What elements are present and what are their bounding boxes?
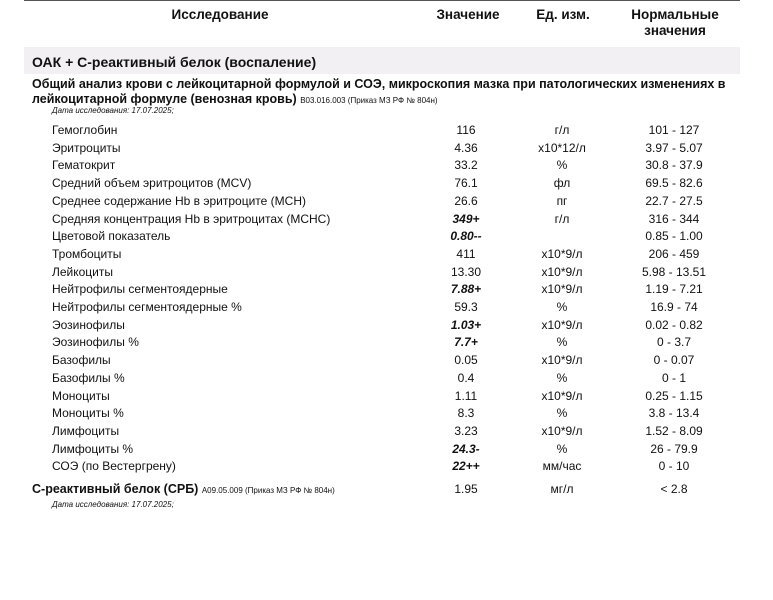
row-name: Цветовой показатель xyxy=(52,229,171,244)
table-row xyxy=(0,423,773,440)
row-name: СОЭ (по Вестергрену) xyxy=(52,459,176,474)
row-value: 7.7+ xyxy=(454,335,478,350)
table-row xyxy=(0,246,773,263)
test-date: Дата исследования: 17.07.2025; xyxy=(52,106,174,115)
row-value: 411 xyxy=(456,246,476,261)
row-value: 0.4 xyxy=(457,370,475,385)
row-name: Лимфоциты xyxy=(52,423,120,438)
row-value: 116 xyxy=(456,123,476,137)
table-row xyxy=(0,317,773,334)
column-header-test: Исследование xyxy=(171,7,269,22)
row-unit: фл xyxy=(553,176,571,191)
row-value: 59.3 xyxy=(454,300,478,314)
table-row xyxy=(0,405,773,422)
row-norm: 0.85 - 1.00 xyxy=(645,229,703,244)
row-value: 0.05 xyxy=(454,353,478,368)
crp-norm: < 2.8 xyxy=(660,482,688,496)
row-norm: 30.8 - 37.9 xyxy=(645,158,703,173)
crp-name-text: С-реактивный белок (СРБ) xyxy=(32,482,199,496)
row-name: Эозинофилы % xyxy=(52,335,139,350)
section-title: ОАК + С-реактивный белок (воспаление) xyxy=(32,54,317,70)
row-norm: 22.7 - 27.5 xyxy=(645,193,703,208)
row-name: Гематокрит xyxy=(52,158,116,173)
table-row xyxy=(0,264,773,281)
row-unit: x10*9/л xyxy=(541,264,583,279)
table-row xyxy=(0,281,773,298)
row-value: 33.2 xyxy=(454,158,478,173)
row-name: Средний объем эритроцитов (MCV) xyxy=(52,176,252,191)
row-norm: 1.19 - 7.21 xyxy=(645,282,703,297)
crp-code: A09.05.009 (Приказ МЗ РФ № 804н) xyxy=(201,486,335,495)
row-unit: пг xyxy=(556,193,568,208)
row-unit: x10*12/л xyxy=(538,140,586,155)
row-value: 26.6 xyxy=(454,193,478,208)
row-name: Базофилы % xyxy=(52,370,125,385)
row-norm: 101 - 127 xyxy=(648,123,700,137)
crp-row xyxy=(0,481,773,498)
row-name: Нейтрофилы сегментоядерные % xyxy=(52,300,242,314)
row-name: Моноциты % xyxy=(52,406,124,421)
table-row xyxy=(0,441,773,458)
row-norm: 0 - 1 xyxy=(661,370,686,385)
row-unit: г/л xyxy=(554,211,570,226)
row-norm: 206 - 459 xyxy=(648,246,700,261)
row-value: 1.11 xyxy=(454,388,478,403)
table-row xyxy=(0,140,773,157)
row-norm: 26 - 79.9 xyxy=(650,441,698,456)
table-row xyxy=(0,299,773,316)
row-value: 22++ xyxy=(452,459,480,474)
row-value: 24.3- xyxy=(452,441,480,456)
row-norm: 1.52 - 8.09 xyxy=(645,423,703,438)
row-name: Базофилы xyxy=(52,353,111,368)
row-value: 0.80-- xyxy=(450,229,482,244)
test-title-text: Общий анализ крови с лейкоцитарной формулой и СОЭ, микроскопия мазка при патологических изменениях в лейкоцитарной формуле (венозная кровь) xyxy=(32,77,726,106)
test-code: B03.016.003 (Приказ МЗ РФ № 804н) xyxy=(300,96,438,105)
crp-value: 1.95 xyxy=(454,482,478,496)
row-unit: x10*9/л xyxy=(541,353,583,368)
table-row xyxy=(0,122,773,139)
row-unit: x10*9/л xyxy=(541,388,583,403)
row-unit: x10*9/л xyxy=(541,317,583,332)
table-row xyxy=(0,334,773,351)
crp-unit: мг/л xyxy=(550,482,574,496)
row-norm: 3.97 - 5.07 xyxy=(645,140,703,155)
row-norm: 69.5 - 82.6 xyxy=(645,176,703,191)
column-header-norm: Нормальные значения xyxy=(631,7,719,38)
row-norm: 0.25 - 1.15 xyxy=(645,388,703,403)
row-unit: % xyxy=(556,370,568,385)
row-norm: 0 - 3.7 xyxy=(656,335,692,350)
row-unit: x10*9/л xyxy=(541,282,583,297)
crp-name xyxy=(32,481,335,499)
column-header-unit: Ед. изм. xyxy=(536,7,590,22)
row-name: Нейтрофилы сегментоядерные xyxy=(52,282,228,297)
row-value: 4.36 xyxy=(454,140,478,155)
row-norm: 16.9 - 74 xyxy=(650,300,698,314)
row-norm: 316 - 344 xyxy=(648,211,700,226)
row-norm: 3.8 - 13.4 xyxy=(648,406,700,421)
table-row xyxy=(0,388,773,405)
column-header-value: Значение xyxy=(436,7,500,22)
table-row xyxy=(0,175,773,192)
row-value: 8.3 xyxy=(457,406,475,421)
row-unit: мм/час xyxy=(542,459,582,474)
table-row xyxy=(0,228,773,245)
row-name: Тромбоциты xyxy=(52,246,122,261)
header-top-border xyxy=(24,0,740,1)
row-unit: г/л xyxy=(554,123,570,137)
row-unit: % xyxy=(556,406,568,421)
row-unit: % xyxy=(556,441,568,456)
row-name: Средняя концентрация Hb в эритроцитах (MCHC) xyxy=(52,211,331,226)
row-name: Моноциты xyxy=(52,388,110,403)
row-norm: 5.98 - 13.51 xyxy=(641,264,707,279)
row-norm: 0 - 10 xyxy=(658,459,690,474)
row-name: Лейкоциты xyxy=(52,264,114,279)
table-row xyxy=(0,193,773,210)
row-value: 13.30 xyxy=(450,264,482,279)
row-unit: % xyxy=(556,300,568,314)
row-value: 7.88+ xyxy=(450,282,482,297)
row-name: Среднее содержание Hb в эритроците (MCH) xyxy=(52,193,306,208)
row-name: Эозинофилы xyxy=(52,317,125,332)
table-row xyxy=(0,157,773,174)
row-norm: 0 - 0.07 xyxy=(653,353,695,368)
table-row xyxy=(0,211,773,228)
table-row xyxy=(0,458,773,475)
row-unit: % xyxy=(556,158,568,173)
row-value: 76.1 xyxy=(454,176,478,191)
row-value: 3.23 xyxy=(454,423,478,438)
table-row xyxy=(0,370,773,387)
row-norm: 0.02 - 0.82 xyxy=(645,317,703,332)
row-value: 1.03+ xyxy=(450,317,482,332)
crp-date: Дата исследования: 17.07.2025; xyxy=(52,500,174,509)
row-value: 349+ xyxy=(452,211,480,226)
row-name: Эритроциты xyxy=(52,140,121,155)
row-name: Гемоглобин xyxy=(52,123,118,137)
row-unit: x10*9/л xyxy=(541,423,583,438)
row-unit: x10*9/л xyxy=(541,246,583,261)
row-name: Лимфоциты % xyxy=(52,441,134,456)
test-title xyxy=(32,77,744,108)
table-row xyxy=(0,352,773,369)
row-unit: % xyxy=(556,335,568,350)
